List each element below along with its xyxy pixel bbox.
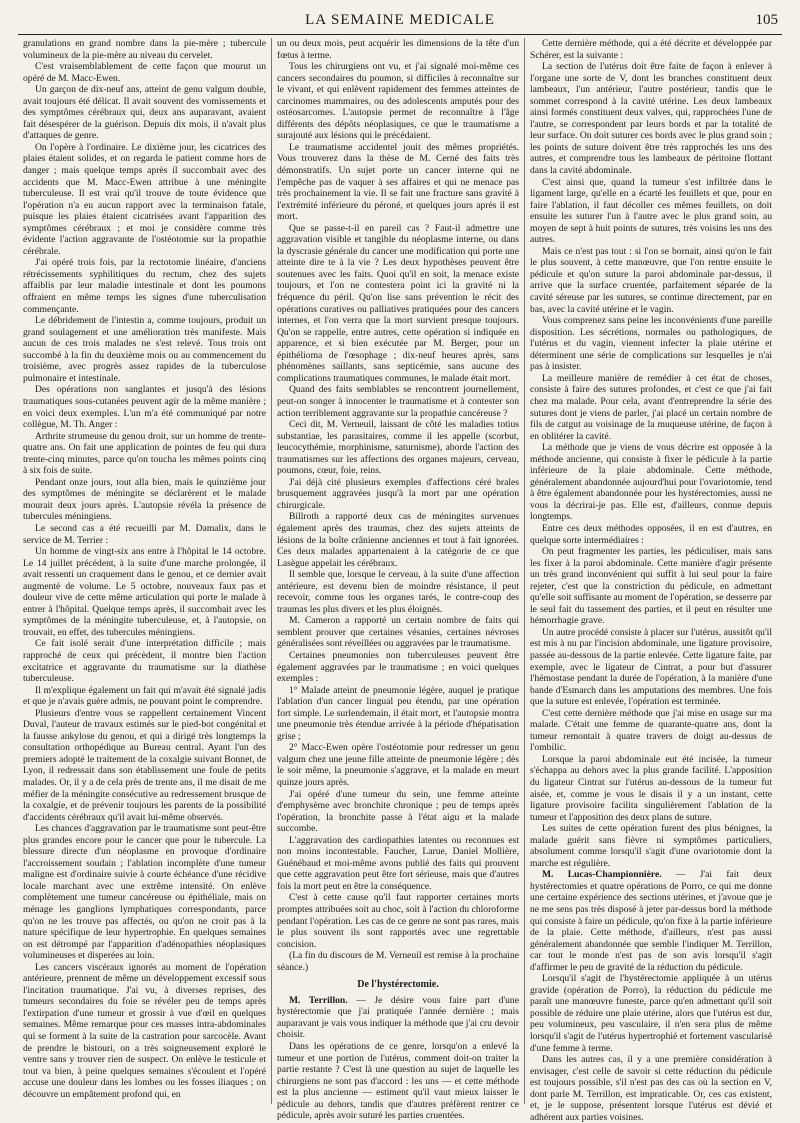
paragraph: La meilleure manière de remédier à cet état de choses, consiste à faire des sutures profondes, et c'est ce que j'ai fait chez ma malade. Pour cela, avant d'entreprendre la série des sutures dont je viens de parler, j'ai placé un certain nombre de fils de catgut au voisinage de la muqueuse utérine, de façon à en oblitérer la cavité.	[530, 372, 772, 442]
paragraph: Vous comprenez sans peine les inconvénients d'une pareille disposition. Les sécrétions, normales ou pathologiques, de l'utérus et du vagin, viennent infecter la plaie utérine et déterminent une série de complications sur lesquelles je n'ai pas à insister.	[530, 315, 772, 373]
paragraph: C'est à cette cause qu'il faut rapporter certaines morts promptes attribuées soit au choc, soit à l'action du chloroforme pendant l'opération. Les cas de ce genre ne sont pas rares, mais le plus souvent ils sont rapportés avec une regrettable concision.	[277, 892, 519, 950]
paragraph: Un garçon de dix-neuf ans, atteint de genu valgum double, avait toujours été délicat. Il avait souvent des vomissements et des symptômes cérébraux qui, deux ans auparavant, avaient fait désespérer de la guérison. Depuis dix mois, il n'avait plus d'attaques de genre.	[23, 84, 266, 142]
paragraph: Billroth a rapporté deux cas de méningites survenues également après des traumas, chez des sujets atteints de lésions de la boîte crânienne anciennes et tout à fait ignorées. Ces deux malades appartenaient à la catégorie de ce que Lasègue appelait les cérébraux.	[277, 511, 519, 569]
paragraph: Tous les chirurgiens ont vu, et j'ai signalé moi-même ces cancers secondaires du poumon, si difficiles à reconnaître sur le vivant, et qui enlèvent rapidement des femmes atteintes de carcinomes mammaires, ou des adolescents amputés pour des ostéosarcomes. L'autopsie permet de reconnaître à l'âge différents des dépôts néoplasiques, ce que le traumatisme a surajouté aux lésions qui le précédaient.	[277, 61, 519, 142]
paragraph: Lorsque la paroi abdominale eut été incisée, la tumeur s'échappa au dehors avec la plus grande facilité. L'apposition du ligateur Cintrat sur l'utérus au-dessous de la tumeur fut aisée, et, comme je vous le disais il y a un instant, cette ligature provisoire facilita singulièrement l'ablation de la tumeur et l'apposition des deux plans de suture.	[530, 753, 772, 823]
column-3	[524, 38, 777, 1123]
page-number: 105	[755, 12, 778, 28]
paragraph: Les chances d'aggravation par le traumatisme sont peut-être plus grandes encore pour le cancer que pour le tubercule. La blessure directe d'un néoplasme en provoque d'ordinaire l'accroissement soudain ; l'ablation incomplète d'une tumeur maligne est d'ordinaire suivie à courte échéance d'une récidive locale marchant avec une extrême intensité. On enlève complètement une tumeur cancéreuse ou épithéliale, mais on ménage les ganglions lymphatiques correspondants, parce qu'on ne les trouve pas affectés, ou qu'on ne croit pas à la nature spécifique de leur hypertrophie. En quelques semaines on est détrompé par l'apparition d'adénopathies néoplasiques volumineuses et disperées au loin.	[23, 823, 266, 962]
paragraph: Un autre procédé consiste à placer sur l'utérus, aussitôt qu'il est mis à nu par l'incision abdominale, une ligature provisoire, passée au-dessous de la partie enlevée. Cette ligature faite, par exemple, avec le ligateur de Cintrat, a pour but d'assurer l'hémostase pendant la durée de l'opération, à la manière d'une bande d'Esmarch dans les amputations des membres. Une fois que la suture est enlevée, l'opération est terminée.	[530, 626, 772, 708]
paragraph: Quand des faits semblables se rencontrent journellement, peut-on songer à innocenter le traumatisme et à contester son action terriblement aggravante sur la propathie cancéreuse ?	[277, 384, 519, 419]
paragraph: Dans les opérations de ce genre, lorsqu'on a enlevé la tumeur et une portion de l'utérus, comment doit-on traiter la partie restante ? C'est là une question au sujet de laquelle les chirurgiens ne sont pas d'accord : les uns — et cette méthode est la plus ancienne — estiment qu'il vaut mieux laisser le pédicule au dehors, tandis que d'autres préfèrent rentrer ce pédicule, après avoir suturé les parties cruentées.	[277, 1041, 519, 1122]
paragraph: La méthode que je viens de vous décrire est opposée à la méthode ancienne, qui consiste à fixer le pédicule à la partie inférieure de la plaie abdominale. Cette méthode, généralement abandonnée aujourd'hui pour l'ovariotomie, tend à être également abandonnée pour les hystérectomies, aussi ne vous la décrirai-je pas. Elle est, d'ailleurs, connue depuis longtemps.	[530, 442, 772, 523]
column-1	[18, 38, 271, 1104]
paragraph: un ou deux mois, peut acquérir les dimensions de la tête d'un fœtus à terme.	[277, 38, 519, 61]
paragraph: Plusieurs d'entre vous se rappellent certainement Vincent Duval, l'auteur de travaux estimés sur le pied-bot congénital et la fausse ankylose du genou, et qui a dirigé très longtemps la consultation orthopédique au Bureau central. Ayant l'un des premiers adopté le traitement de la coxalgie suivant Bonnet, de Lyon, il redressait dans son établissement une foule de petits malades. Or, il y a de cela près de trente ans, il me disait de me méfier de la méningite consécutive au redressement brusque de la coxalgie, et de prévenir toujours les parents de la possibilité d'accidents cérébraux qu'il avait lui-même observés.	[23, 707, 266, 823]
paragraph: C'est cette dernière méthode que j'ai mise en usage sur ma malade. C'était une femme de quarante-quatre ans, dont la tumeur remontait à quatre travers de doigt au-dessus de l'ombilic.	[530, 707, 772, 754]
paragraph: Mais ce n'est pas tout : si l'on se bornait, ainsi qu'on le fait le plus souvent, à cette manœuvre, que l'on rentre ensuite le pédicule et qu'on suture la paroi abdominale par-dessus, il arrive que la surface cruentée, parfaitement séparée de la cavité séreuse par les sutures, se continue directement, par en bas, avec la cavité utérine et le vagin.	[530, 245, 772, 315]
paragraph: Pendant onze jours, tout alla bien, mais le quinzième jour des symptômes de méningite se déclarèrent et le malade mourait deux jours après. L'autopsie révéla la présence de tubercules méningiens.	[23, 476, 266, 523]
paragraph: Le traumatisme accidentel jouit des mêmes propriétés. Vous trouverez dans la thèse de M. Cerné des faits très démonstratifs. Un sujet porte un cancer interne qui ne l'empêche pas de vaquer à ses affaires et qui ne menace pas très prochainement la vie. Il se fait une fracture sans gravité à l'extrémité inférieure du péroné, et quelques jours après il est mort.	[277, 141, 519, 223]
page-header	[18, 8, 782, 35]
paragraph: On l'opère à l'ordinaire. Le dixième jour, les cicatrices des plaies étaient solides, et on regarda le patient comme hors de danger ; mais quelque temps après il succombait avec des accidents que M. Macc-Ewen attribue à une méningite tuberculeuse. Il est vrai qu'il trouve de toute évidence que l'opération n'a eu aucun rapport avec la terminaison fatale, puisque les plaies étaient cicatrisées avant l'apparition des symptômes cérébraux ; et moi je considère comme très évidente l'action aggravante de l'ostéotomie sur la propathie cérébrale.	[23, 141, 266, 257]
paragraph: La section de l'utérus doit être faite de façon à enlever à l'organe une sorte de V, dont les branches constituent deux lambeaux, l'un antérieur, l'autre postérieur, tandis que le sommet correspond à la cavité utérine. Les deux lambeaux ainsi formés constituent deux valves, qui, rapprochées l'une de l'autre, se correspondent par leurs bords et par la totalité de leur surface. On doit suturer ces bords avec le plus grand soin ; les points de suture doivent être très rapprochés les uns des autres, et comprendre tous les lambeaux de péritoine flottant dans la cavité abdominale.	[530, 61, 772, 177]
paragraph: C'est ainsi que, quand la tumeur s'est infiltrée dans le ligament large, qu'elle en a écarté les feuillets et que, pour en faire l'ablation, il faut décoller ces mêmes feuillets, on doit ensuite les suturer l'un à l'autre avec le plus grand soin, au moyen de sept à huit points de sutures, très voisins les uns des autres.	[530, 176, 772, 246]
newspaper-page	[18, 8, 782, 1123]
paragraph: Ce fait isolé serait d'une interprétation difficile ; mais rapproché de ceux qui précèdent, il montre bien l'action excitatrice et aggravante du traumatisme sur la diathèse tuberculeuse.	[23, 638, 266, 685]
paragraph	[277, 995, 519, 1041]
paragraph: Certaines pneumonies non tuberculeuses peuvent être également aggravées par le traumatisme ; en voici quelques exemples :	[277, 649, 519, 685]
paragraph: Dans les autres cas, il y a une première considération à envisager, c'est celle de savoir si cette réduction du pédicule est toujours possible, s'il n'est pas des cas où la section en V, dont parle M. Terrillon, est impraticable. Or, ces cas existent, et, je le suppose, présentent lorsque l'utérus est dévié et adhérent aux parties voisines.	[530, 1054, 772, 1123]
paragraph: Le second cas a été recueilli par M. Damalix, dans le service de M. Terrier :	[23, 522, 266, 546]
speaker-name: M. Lucas-Championnière.	[542, 869, 662, 881]
paragraph: Arthrite strumeuse du genou droit, sur un homme de trente-quatre ans. On fait une application de pointes de feu qui dura trente-cinq minutes, parce qu'on toucha les mêmes points cinq à six fois de suite.	[23, 430, 266, 477]
paragraph-text: — J'ai fait deux hystérectomies et quatre opérations de Porro, ce qui me donne une certaine expérience des sections utérines, et j'avoue que je ne me sens pas très disposé à jeter par-dessus bord la méthode qui consiste à faire un pédicule, qu'on fixe à la partie inférieure de la plaie. Cette méthode, d'ailleurs, n'est pas aussi généralement abandonnée que semble l'indiquer M. Terrillon, car tout le monde n'est pas de son avis lorsqu'il s'agit d'affirmer le peu de gravité de la réduction du pédicule.	[530, 869, 773, 973]
paragraph-text: — Je désire vous faire part d'une hystérectomie que j'ai pratiquée l'année dernière ; mais auparavant je vais vous indiquer la méthode que j'ai cru devoir choisir.	[277, 994, 519, 1041]
paragraph: 2° Macc-Ewen opère l'ostéotomie pour redresser un genu valgum chez une jeune fille atteinte de pneumonie légère ; dès le soir même, la pneumonie s'aggrave, et la malade en meurt quinze jours après.	[277, 742, 519, 788]
publication-title: LA SEMAINE MEDICALE	[305, 12, 495, 28]
section-title: De l'hystérectomie.	[357, 979, 439, 991]
paragraph: L'aggravation des cardiopathies latentes ou reconnues est non moins incontestable. Faucher, Larue, Daniel Mollière, Guénébaud et moi-même avons publié des faits qui prouvent que cette aggravation peut être fort sérieuse, mais que d'autres fois la mort peut en être la conséquence.	[277, 834, 519, 892]
paragraph: Le débridement de l'intestin a, comme toujours, produit un grand soulagement et une amélioration très manifeste. Mais aucun de ces trois malades ne s'est relevé. Tous trois ont succombé à la fin du deuxième mois ou au commencement du troisième, avec progrès assez rapides de la tuberculose pulmonaire et intestinale.	[23, 315, 266, 384]
paragraph: granulations en grand nombre dans la pie-mère ; tubercule volumineux de la pie-mère au niveau du cervelet.	[23, 38, 266, 61]
paragraph: Les cancers viscéraux ignorés au moment de l'opération antérieure, prennent de même un développement excessif sous l'incitation traumatique. J'ai vu, à diverses reprises, des tumeurs secondaires du foie se révéler peu de temps après l'extirpation d'une tumeur et grossir à vue d'œil en quelques semaines. Même remarque pour ces masses intra-abdominales qui se forment à la suite de la castration pour sarcocèle. Avant de prendre le bistouri, on a très soigneusement exploré le ventre sans y trouver rien de suspect. On enlève le testicule et tout va bien, à peine quelques semaines s'écoulent et l'opéré accuse une douleur dans les lombes ou les fosses iliaques ; on découvre un empâtement profond qui, en	[23, 961, 266, 1100]
paragraph: Cette dernière méthode, qui a été décrite et développée par Schérer, est la suivante :	[530, 38, 772, 61]
speaker-name: M. Terrillon.	[289, 994, 348, 1006]
paragraph: Il m'explique également un fait qui m'avait été signalé jadis et que je n'avais guère admis, ne pouvant point le comprendre.	[23, 684, 266, 708]
paragraph: M. Cameron a rapporté un certain nombre de faits qui semblent prouver que certaines vésanies, certaines névroses généralisées sont réveillées ou aggravées par le traumatisme.	[277, 615, 519, 650]
paragraph: Il semble que, lorsque le cerveau, à la suite d'une affection antérieure, est devenu bien de moindre résistance, il peut recevoir, comme tous les organes tarés, le contre-coup des traumas les plus divers et les plus éloignés.	[277, 569, 519, 615]
paragraph: Des opérations non sanglantes et jusqu'à des lésions traumatiques sous-cutanées peuvent agir de la même manière ; en voici deux exemples. L'un m'a été communiqué par notre collègue, M. Th. Anger :	[23, 384, 266, 431]
paragraph: Lorsqu'il s'agit de l'hystérectomie appliquée à un utérus gravide (opération de Porro), la réduction du pédicule me paraît une manœuvre funeste, parce qu'en admettant qu'il soit possible de réduire une plaie utérine, alors que l'utérus est dur, peu volumineux, peu vasculaire, il n'en sera plus de même lorsqu'il s'agit de l'utérus hypertrophié et fortement vascularisé d'une femme à terme.	[530, 973, 772, 1054]
text-columns	[18, 38, 782, 1123]
column-2	[271, 38, 524, 1122]
paragraph: C'est vraisemblablement de cette façon que mourut un opéré de M. Macc-Ewen.	[23, 61, 266, 84]
paragraph: J'ai déjà cité plusieurs exemples d'affections céré brales brusquement aggravées jusqu'à la mort par une opération chirurgicale.	[277, 476, 519, 511]
paragraph: 1° Malade atteint de pneumonie légère, auquel je pratique l'ablation d'un cancer lingual peu étendu, par une opération fort simple. Le surlendemain, il était mort, et l'autopsie montra une pneumonie très étendue arrivée à la période d'hépatisation grise ;	[277, 684, 519, 742]
paragraph: J'ai opéré trois fois, par la rectotomie linéaire, d'anciens rétrécissements syphilitiques du rectum, chez des sujets affaiblis par leur maladie intestinale et dont les poumons offraient en même temps les signes d'une tuberculisation commençante.	[23, 257, 266, 315]
paragraph: Que se passe-t-il en pareil cas ? Faut-il admettre une aggravation visible et tangible du néoplasme interne, ou dans la dyscrasie générale du cancer une modification qui porte une atteinte dire te à la vie ? Les deux hypothèses peuvent être soutenues avec les faits. Quoi qu'il en soit, la menace existe toujours, et l'on ne contestera point ici la gravité ni la fréquence du péril. Qu'on lise sans prévention le récit des opérations curatives ou palliatives pratiquées pour des cancers internes, et l'on verra que la mort survient presque toujours. Qu'on se rappelle, entre autres, cette opération si indiquée en apparence, et si bien exécutée par M. Berger, pour un épithélioma de l'œsophage ; dix-neuf heures après, sans phénomènes saillants, sans septicémie, sans aucune des complications traumatiques communes, le malade était mort.	[277, 222, 519, 384]
paragraph: Entre ces deux méthodes opposées, il en est d'autres, en quelque sorte intermédiaires :	[530, 522, 772, 546]
paragraph: J'ai opéré d'une tumeur du sein, une femme atteinte d'emphysème avec bronchite chronique ; peu de temps après l'opération, la bronchite passe à l'état aigu et la malade succombe.	[277, 788, 519, 835]
paragraph	[530, 869, 772, 973]
paragraph: (La fin du discours de M. Verneuil est remise à la prochaine séance.)	[277, 950, 519, 973]
paragraph: Un homme de vingt-six ans entre à l'hôpital le 14 octobre. Le 14 juillet précédent, à la suite d'une marche prolongée, il avait ressenti un craquement dans le genou, et ce dernier avait augmenté de volume. Le 5 octobre, nouveaux faux pas et douleur vive de cette même articulation qui porte le malade à entrer à l'hôpital. Quelque temps après, il succombait avec les symptômes de la méningite tuberculeuse, et, à l'autopsie, on trouvait, en effet, des tubercules méningiens.	[23, 546, 266, 638]
paragraph: On peut fragmenter les parties, les pédiculiser, mais sans les fixer à la paroi abdominale. Cette manière d'agir présente un très grand inconvénient qui suffit à lui seul pour la faire rejeter, c'est que la constriction du pédicule, en admettant qu'elle soit suffisante au moment de l'opération, se desserre par le seul fait du tassement des parties, et il peut en résulter une hémorrhagie grave.	[530, 546, 772, 627]
paragraph: Ceci dit, M. Verneuil, laissant de côté les maladies totius substantiae, les parasitaires, comme il les appelle (scorbut, leucocythémie, morphinisme, saturnisme), aborde l'action des traumatismes sur les affections des organes majeurs, cerveau, poumons, cœur, foie, reins.	[277, 419, 519, 477]
paragraph: Les suites de cette opération furent des plus bénignes, la malade guérit sans fièvre ni symptômes particuliers, absolument comme lorsqu'il s'agit d'une ovariotomie dont la marche est régulière.	[530, 823, 772, 869]
